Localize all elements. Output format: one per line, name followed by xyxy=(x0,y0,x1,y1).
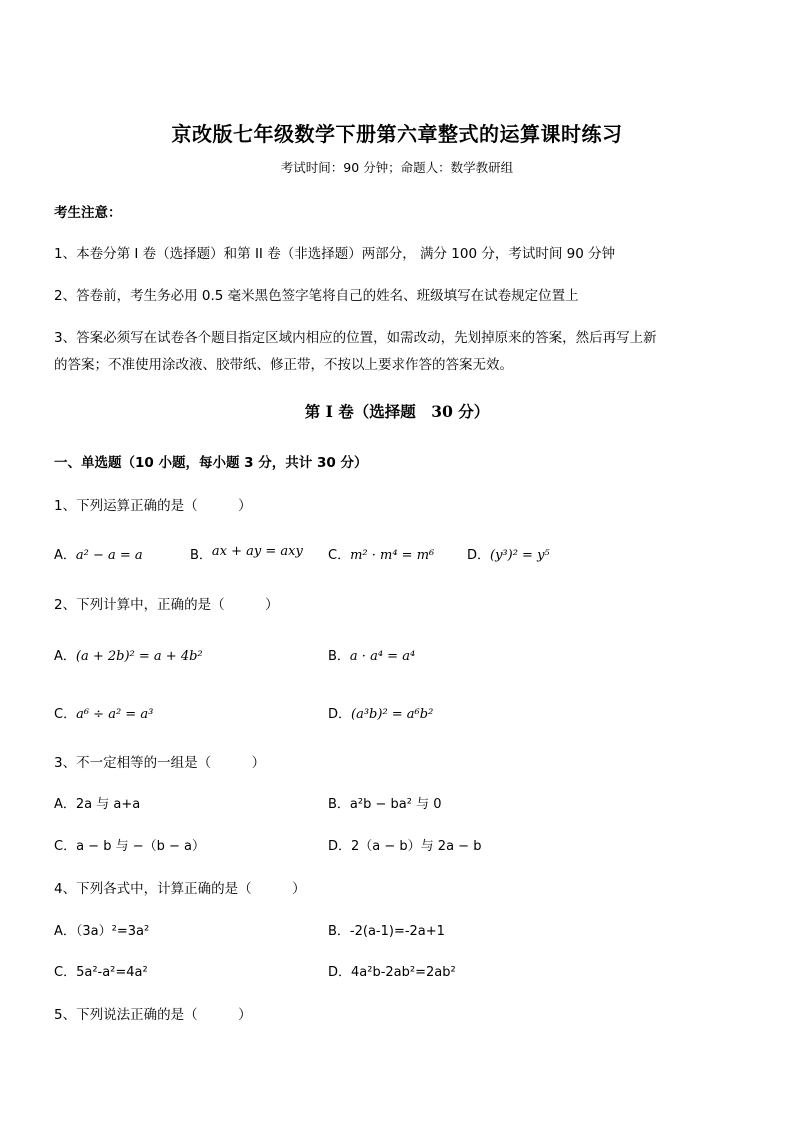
q1-option-b-expr: ax + ay = axy xyxy=(211,544,303,559)
q1-option-a-label: A． xyxy=(54,548,76,563)
q3-option-a xyxy=(54,793,140,812)
q3-option-a-text: 2a 与 a+a xyxy=(75,797,141,812)
question-5-stem: 5、下列说法正确的是（ ） xyxy=(54,1007,252,1023)
q2-option-d xyxy=(328,703,433,722)
q4-option-a-text: （3a）²=3a² xyxy=(75,924,150,939)
q1-option-a-expr: a² − a = a xyxy=(75,548,143,563)
q2-option-c xyxy=(54,703,153,722)
section-title: 第 I 卷（选择题 30 分） xyxy=(304,402,490,421)
q2-option-a xyxy=(54,645,203,664)
q1-option-d xyxy=(467,544,550,563)
q3-option-b-label: B． xyxy=(328,797,350,812)
q4-option-c-text: 5a²-a²=4a² xyxy=(76,965,148,980)
q1-option-b xyxy=(190,544,303,563)
q1-option-c xyxy=(328,544,434,563)
q4-option-c-label: C． xyxy=(54,965,77,980)
q3-option-c-text: a − b 与 −（b − a） xyxy=(76,839,205,854)
q2-option-c-label: C． xyxy=(54,707,77,722)
q2-option-d-expr: (a³b)² = a⁶b² xyxy=(351,707,434,722)
q4-option-b xyxy=(328,920,445,939)
q4-option-a-label: A． xyxy=(54,924,76,939)
question-1-stem: 1、下列运算正确的是（ ） xyxy=(54,498,252,514)
q2-option-b-label: B． xyxy=(328,649,350,664)
q4-option-d xyxy=(328,961,456,980)
q4-option-a xyxy=(54,920,149,939)
q3-option-d-label: D． xyxy=(328,839,352,854)
part-title: 一、单选题（10 小题，每小题 3 分，共计 30 分） xyxy=(54,455,368,471)
q3-option-a-label: A． xyxy=(54,797,76,812)
q4-option-d-text: 4a²b-2ab²=2ab² xyxy=(351,965,456,980)
q2-option-a-expr: (a + 2b)² = a + 4b² xyxy=(75,649,203,664)
q3-option-d xyxy=(328,835,481,854)
q1-option-a xyxy=(54,544,143,563)
q1-option-c-expr: m² · m⁴ = m⁶ xyxy=(350,548,435,563)
question-4-stem: 4、下列各式中，计算正确的是（ ） xyxy=(54,881,306,897)
q1-option-b-label: B． xyxy=(190,548,212,563)
notice-item-1: 1、本卷分第 I 卷（选择题）和第 II 卷（非选择题）两部分， 满分 100 分，考试时间 90 分钟 xyxy=(54,246,616,262)
q4-option-d-label: D． xyxy=(328,965,352,980)
q2-option-d-label: D． xyxy=(328,707,352,722)
notice-item-3: 3、答案必须写在试卷各个题目指定区域内相应的位置，如需改动，先划掉原来的答案，然后再写上新 xyxy=(54,330,657,346)
q3-option-c-label: C． xyxy=(54,839,77,854)
q1-option-d-expr: (y³)² = y⁵ xyxy=(490,548,550,563)
q3-option-b xyxy=(328,793,441,812)
q1-option-d-label: D． xyxy=(467,548,491,563)
q2-option-b xyxy=(328,645,415,664)
q3-option-c xyxy=(54,835,205,854)
notice-item-3-cont: 的答案；不准使用涂改液、胶带纸、修正带，不按以上要求作答的答案无效。 xyxy=(54,357,513,373)
q3-option-d-text: 2（a − b）与 2a − b xyxy=(351,839,482,854)
q2-option-a-label: A． xyxy=(54,649,76,664)
q4-option-b-text: -2(a-1)=-2a+1 xyxy=(349,924,445,939)
q1-option-c-label: C． xyxy=(328,548,351,563)
question-3-stem: 3、不一定相等的一组是（ ） xyxy=(54,755,266,771)
q4-option-c xyxy=(54,961,148,980)
q4-option-b-label: B． xyxy=(328,924,350,939)
question-2-stem: 2、下列计算中，正确的是（ ） xyxy=(54,597,279,613)
notice-item-2: 2、答卷前，考生务必用 0.5 毫米黑色签字笔将自己的姓名、班级填写在试卷规定位置上 xyxy=(54,288,579,304)
notice-heading: 考生注意： xyxy=(54,205,122,221)
exam-subtitle: 考试时间：90 分钟；命题人：数学教研组 xyxy=(280,160,514,175)
q2-option-b-expr: a · a⁴ = a⁴ xyxy=(349,649,416,664)
q2-option-c-expr: a⁶ ÷ a² = a³ xyxy=(76,707,154,722)
q3-option-b-text: a²b − ba² 与 0 xyxy=(349,797,442,812)
exam-title: 京改版七年级数学下册第六章整式的运算课时练习 xyxy=(171,122,623,146)
